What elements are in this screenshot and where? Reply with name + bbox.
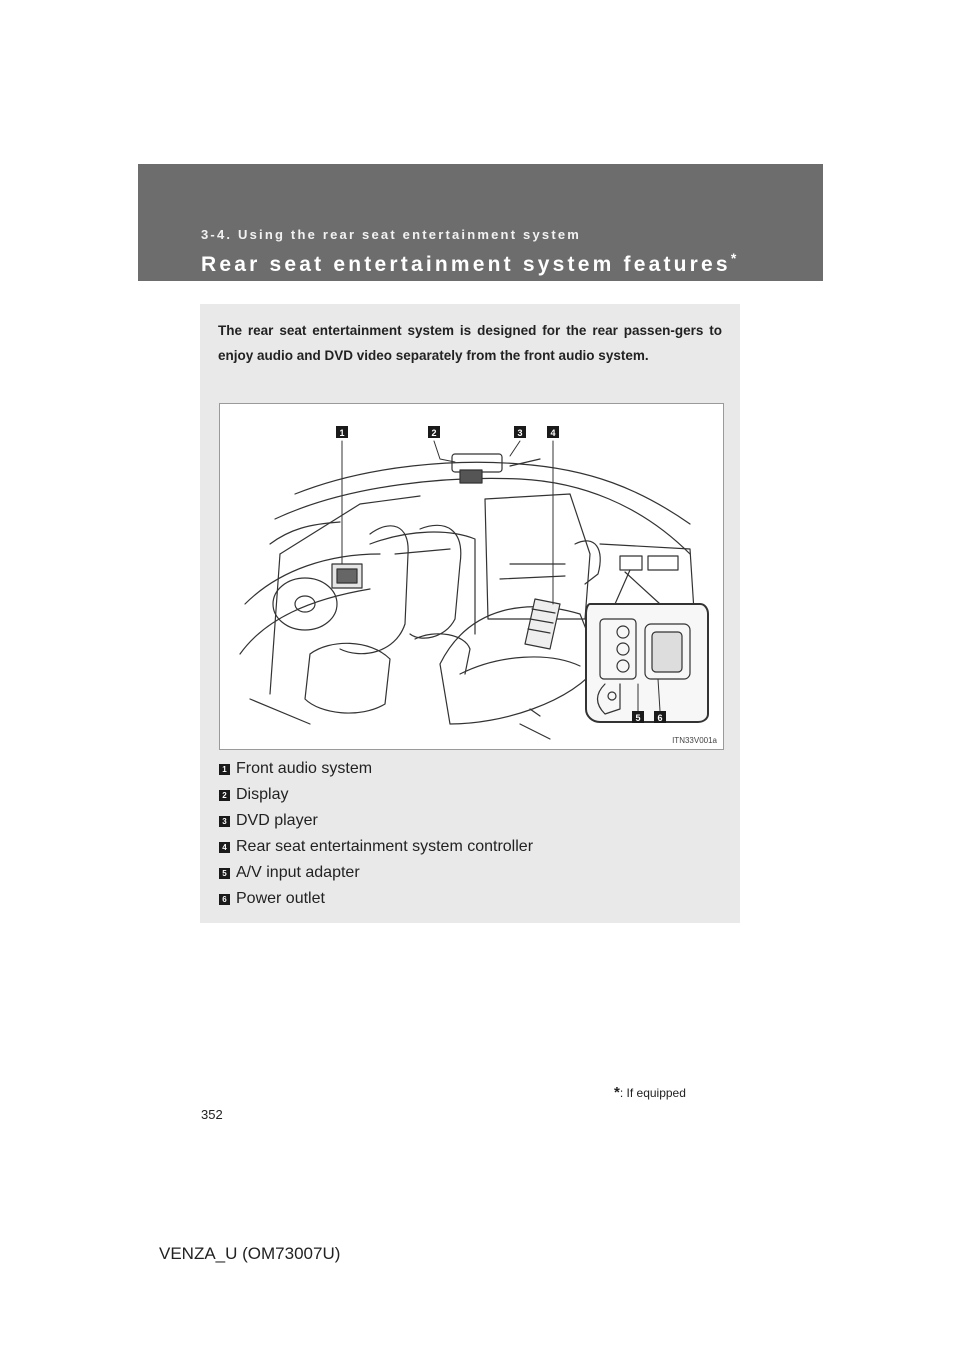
section-label: 3-4. Using the rear seat entertainment system [201, 227, 582, 242]
legend-number: 1 [219, 764, 230, 775]
car-interior-drawing [220, 404, 723, 749]
callout-3 [514, 426, 526, 438]
callout-1 [336, 426, 348, 438]
legend-number: 5 [219, 868, 230, 879]
svg-text:2: 2 [431, 428, 437, 438]
legend-number: 6 [219, 894, 230, 905]
legend-item [219, 808, 533, 834]
legend-label: Display [236, 786, 289, 803]
callout-6 [654, 711, 666, 723]
legend-label: A/V input adapter [236, 864, 360, 881]
page-number: 352 [201, 1107, 223, 1122]
svg-text:6: 6 [657, 713, 663, 723]
intro-text: The rear seat entertainment system is designed for the rear passen-gers to enjoy audio and DVD video separately from the front audio system. [218, 323, 722, 363]
svg-text:3: 3 [517, 428, 523, 438]
legend-number: 2 [219, 790, 230, 801]
legend-item [219, 782, 533, 808]
figure-code: ITN33V001a [672, 736, 717, 745]
legend-list [219, 756, 533, 912]
title-marker: * [730, 250, 737, 266]
legend-label: DVD player [236, 812, 318, 829]
page-title [201, 250, 736, 277]
svg-text:1: 1 [339, 428, 345, 438]
legend-number: 3 [219, 816, 230, 827]
footnote [614, 1084, 686, 1101]
document-code: VENZA_U (OM73007U) [159, 1244, 341, 1263]
interior-illustration [219, 403, 724, 750]
callout-2 [428, 426, 440, 438]
legend-item [219, 886, 533, 912]
svg-text:5: 5 [635, 713, 641, 723]
footnote-text: : If equipped [619, 1086, 686, 1100]
callout-4 [547, 426, 559, 438]
legend-item [219, 756, 533, 782]
legend-number: 4 [219, 842, 230, 853]
legend-item [219, 860, 533, 886]
page-title-text: Rear seat entertainment system features [201, 253, 731, 276]
legend-label: Front audio system [236, 760, 373, 777]
footnote-marker: * [614, 1084, 620, 1101]
legend-item [219, 834, 533, 860]
legend-label: Rear seat entertainment system controller [236, 838, 534, 855]
svg-text:4: 4 [550, 428, 556, 438]
callout-5 [632, 711, 644, 723]
legend-label: Power outlet [236, 890, 325, 907]
